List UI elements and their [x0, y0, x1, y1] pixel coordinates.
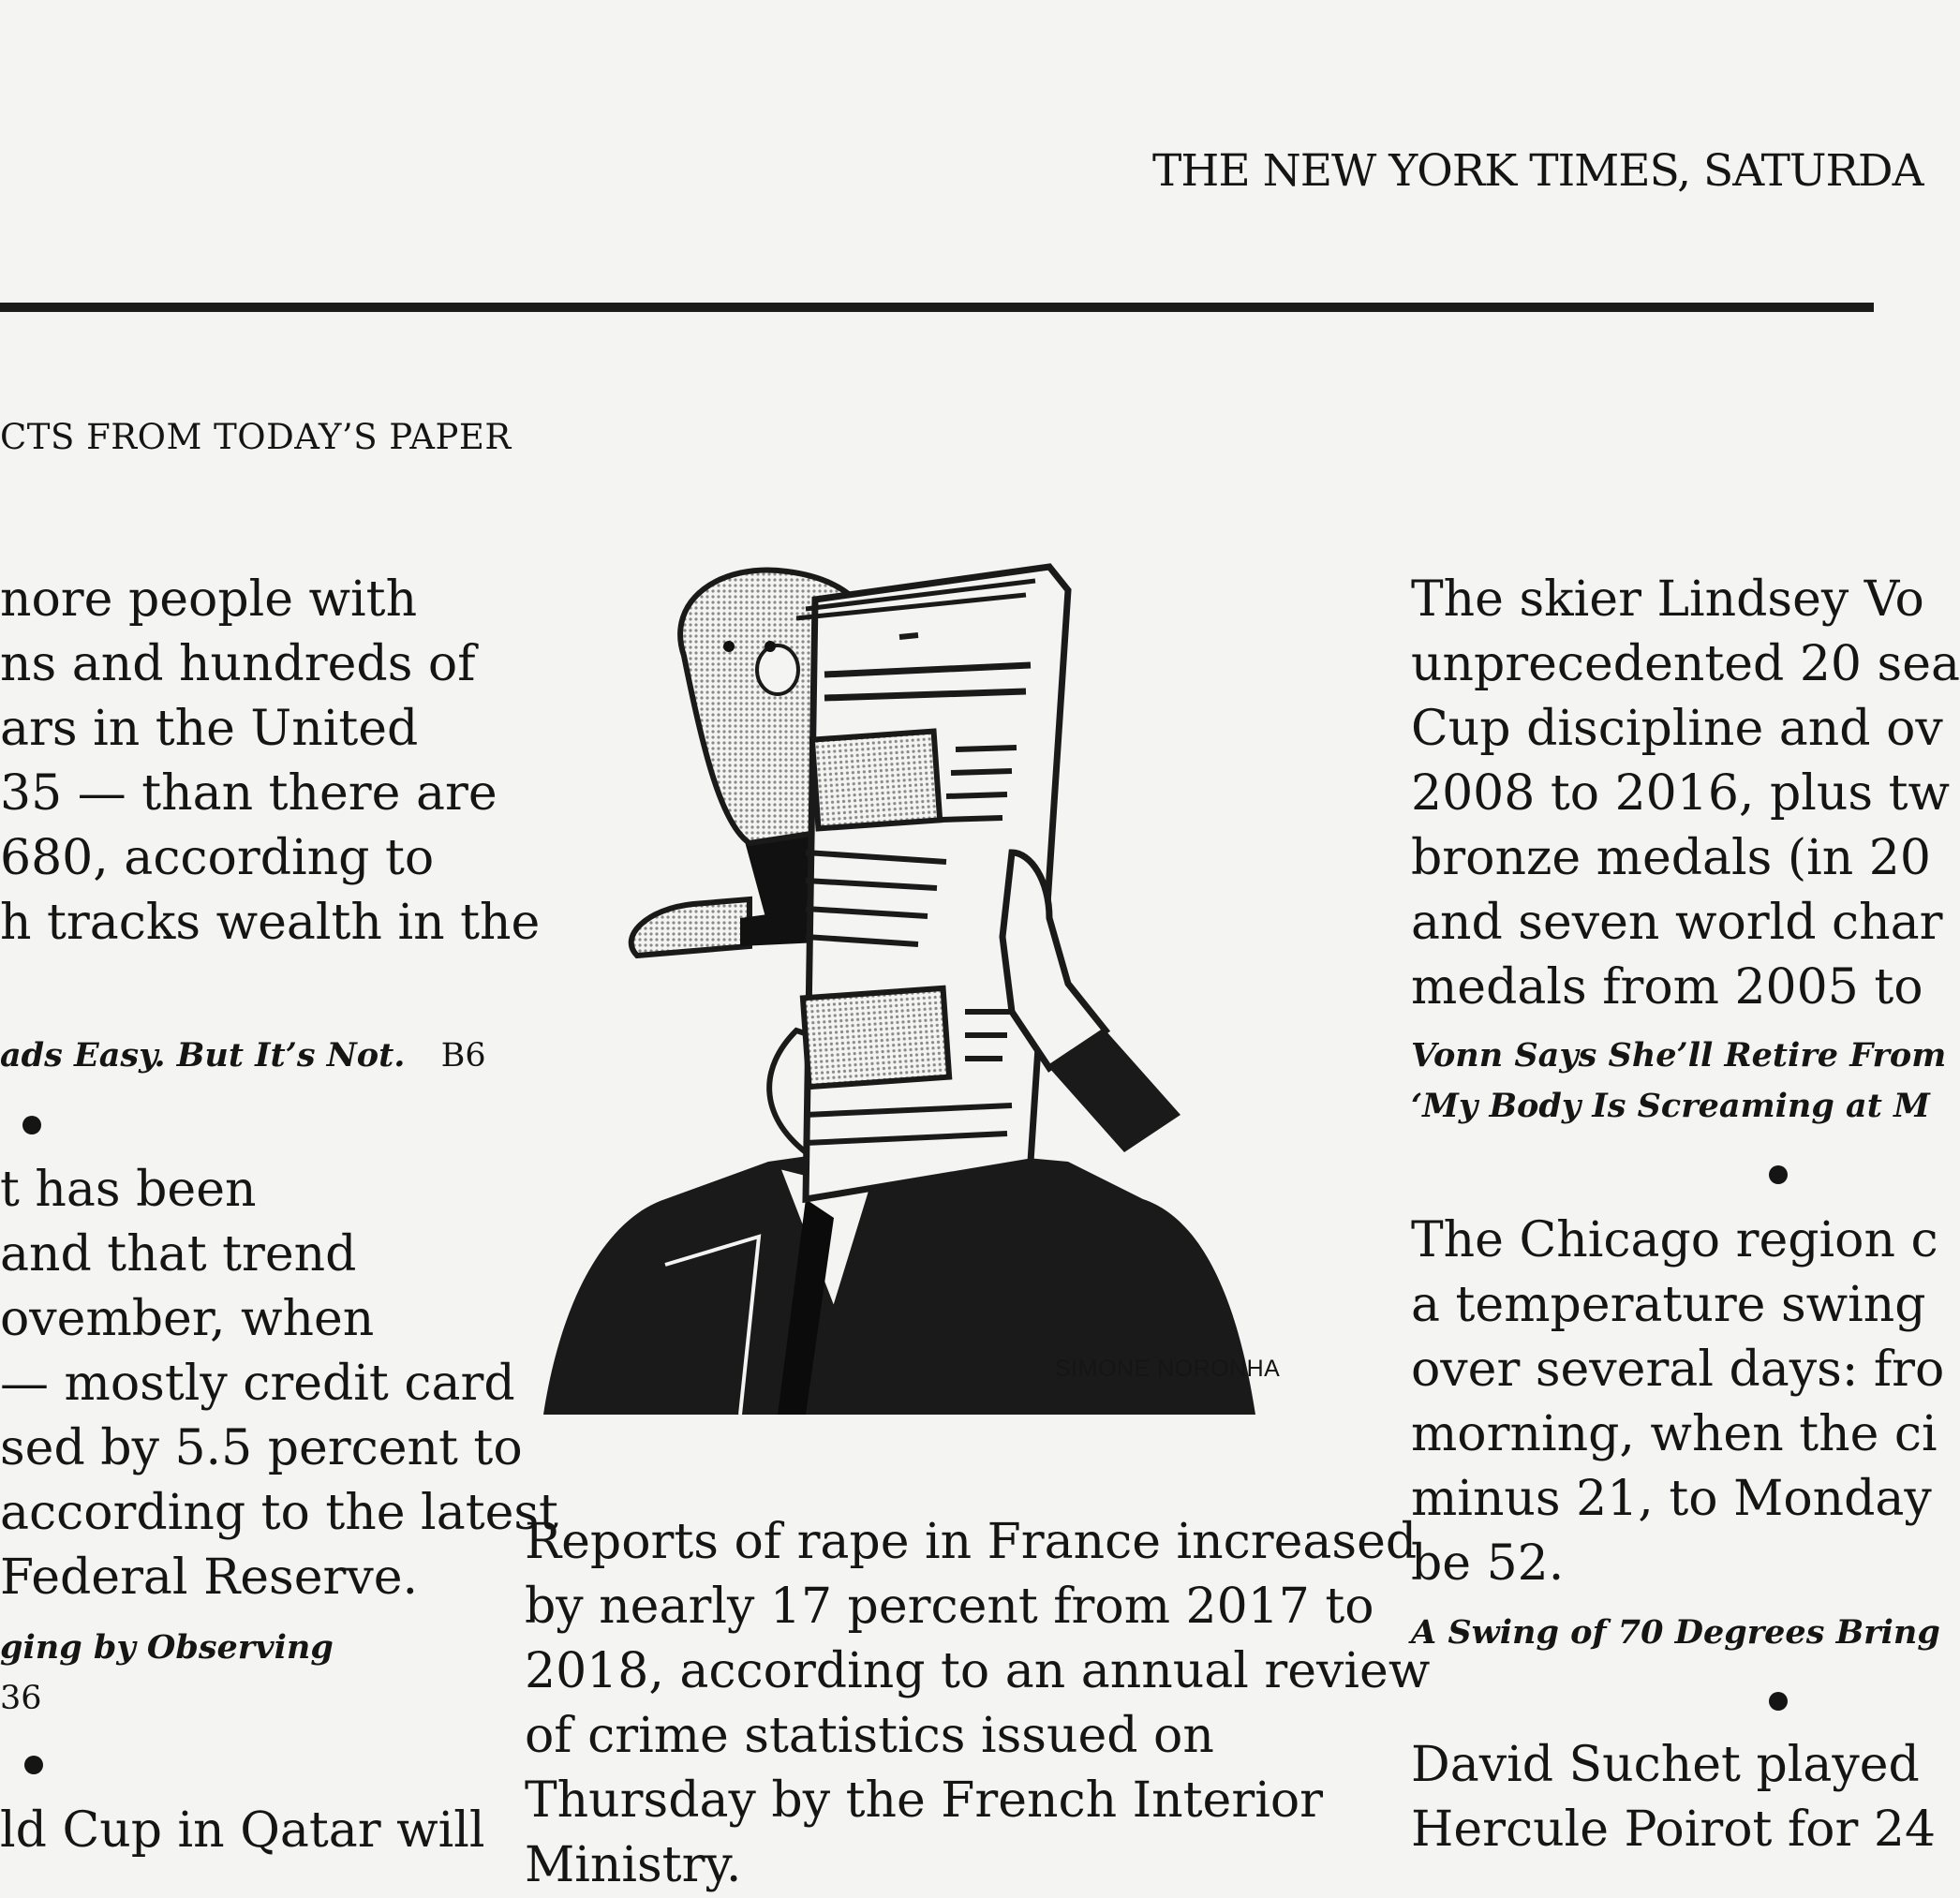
left-item1-line: 35 — than there are — [0, 765, 497, 822]
right-item2-line: morning, when the ci — [1411, 1406, 1938, 1462]
right-item2-line: be 52. — [1411, 1535, 1565, 1592]
left-item1-page: B6 — [440, 1037, 486, 1075]
center-item-line: of crime statistics issued on — [525, 1708, 1214, 1764]
left-item2-line: ovember, when — [0, 1291, 375, 1347]
right-column — [1405, 0, 1960, 1874]
right-item1-kicker[interactable]: ‘My Body Is Screaming at M — [1411, 1087, 1930, 1125]
right-item1-line: 2008 to 2016, plus tw — [1411, 765, 1951, 822]
right-item3-line: David Suchet played — [1411, 1737, 1920, 1793]
right-item1-line: medals from 2005 to — [1411, 959, 1923, 1016]
center-item-line: Ministry. — [525, 1837, 742, 1893]
left-item3-clip — [0, 1799, 485, 1874]
left-item2-page: 36 — [0, 1680, 42, 1717]
right-item2-kicker[interactable]: A Swing of 70 Degrees Bring — [1411, 1613, 1940, 1652]
center-item-last-clip — [525, 1833, 1087, 1893]
right-bullet-2 — [1769, 1692, 1788, 1711]
left-item1-kicker-text: ads Easy. But It’s Not. — [0, 1036, 406, 1075]
left-item1-line: 680, according to — [0, 830, 435, 886]
right-item2-line: The Chicago region c — [1411, 1212, 1938, 1268]
right-item2-line: over several days: fro — [1411, 1342, 1945, 1398]
right-item1-kicker[interactable]: Vonn Says She’ll Retire From — [1411, 1036, 1947, 1075]
left-item2-line: according to the latest — [0, 1485, 558, 1541]
left-item2-line: t has been — [0, 1162, 257, 1218]
left-item2-line: and that trend — [0, 1226, 357, 1283]
left-bullet-2 — [24, 1756, 43, 1774]
left-item1-line: h tracks wealth in the — [0, 895, 541, 951]
right-item2-line: a temperature swing — [1411, 1277, 1926, 1333]
right-item3-line: Hercule Poirot for 24 — [1411, 1802, 1937, 1858]
left-item2-kicker[interactable]: ging by Observing — [0, 1628, 334, 1667]
right-item1-line: bronze medals (in 20 — [1411, 830, 1931, 886]
center-item-line: Thursday by the French Interior — [525, 1772, 1323, 1829]
left-item3-line: ld Cup in Qatar will — [0, 1802, 485, 1859]
center-item-line: Reports of rape in France increased — [525, 1514, 1418, 1570]
left-item1-line: nore people with — [0, 571, 418, 628]
masthead: THE NEW YORK TIMES, SATURDA — [1152, 145, 1923, 197]
left-item1-line: ars in the United — [0, 701, 419, 757]
center-item-line: by nearly 17 percent from 2017 to — [525, 1579, 1374, 1635]
right-item2-line: minus 21, to Monday — [1411, 1471, 1932, 1527]
right-item1-line: Cup discipline and ov — [1411, 701, 1943, 757]
left-item2-line: — mostly credit card — [0, 1356, 515, 1412]
illustration-credit: SIMONE NORONHA — [1055, 1356, 1281, 1382]
right-item1-line: unprecedented 20 sea — [1411, 636, 1960, 692]
left-item2-line: Federal Reserve. — [0, 1550, 419, 1606]
left-item1-kicker[interactable] — [0, 1036, 486, 1075]
left-item1-line: ns and hundreds of — [0, 636, 476, 692]
left-bullet-1 — [22, 1116, 41, 1134]
center-item-line: 2018, according to an annual review — [525, 1643, 1431, 1699]
left-item2-line: sed by 5.5 percent to — [0, 1420, 523, 1476]
right-bullet-1 — [1769, 1165, 1788, 1184]
right-item1-line: The skier Lindsey Vo — [1411, 571, 1924, 628]
right-item1-line: and seven world char — [1411, 895, 1943, 951]
newspaper-reader-illustration — [525, 543, 1330, 1424]
section-heading: CTS FROM TODAY’S PAPER — [0, 417, 512, 457]
